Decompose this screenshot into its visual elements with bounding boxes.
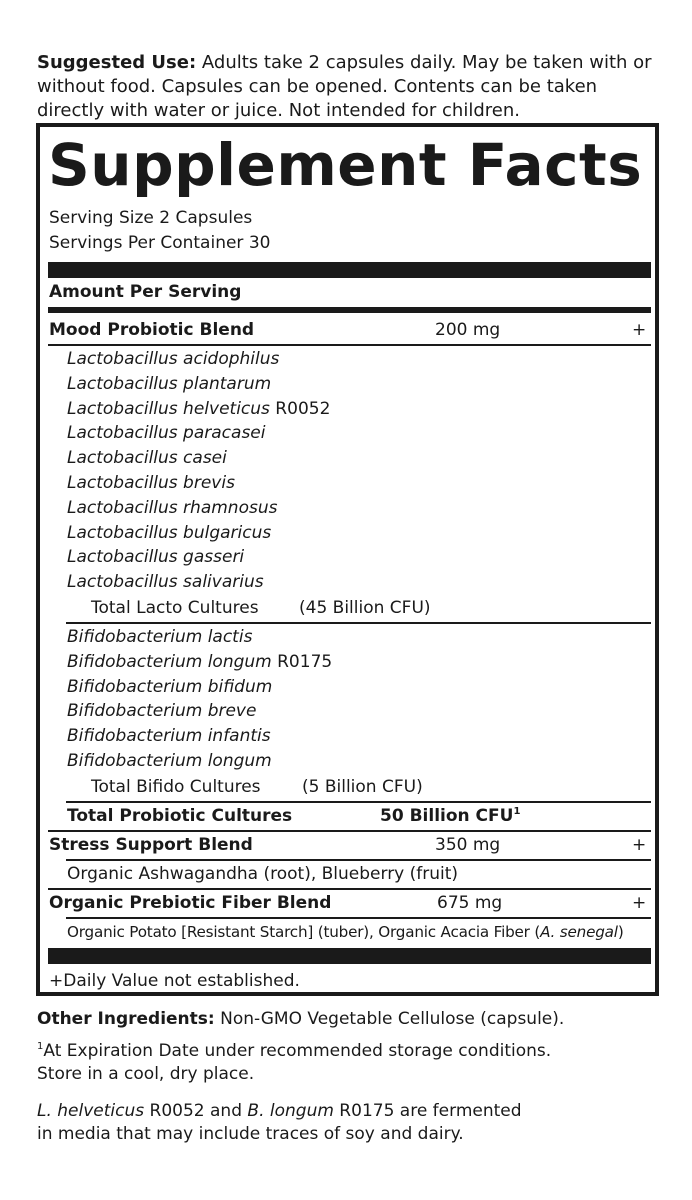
fermentation-note-line2: in media that may include traces of soy and dairy. [37,1124,464,1144]
rule [66,859,651,861]
total-probiotic-amount: 50 Billion CFU$^1$ [380,806,521,826]
stress-blend-name: Stress Support Blend [49,835,253,855]
total-bifido-amount: (5 Billion CFU) [302,777,423,797]
fermentation-note: L. helveticus R0052 and B. longum R0175 are fermented [37,1101,522,1121]
thick-divider [48,948,651,964]
stress-blend-dv: + [632,835,647,855]
species-item: Bifidobacterium longum R0175 [67,651,333,672]
rule [48,888,651,890]
rule [66,801,651,803]
rule [48,344,651,346]
total-probiotic-label: Total Probiotic Cultures [67,806,293,826]
species-item: Lactobacillus salivarius [67,572,264,593]
species-item: Lactobacillus paracasei [67,423,266,444]
mood-blend-name: Mood Probiotic Blend [49,320,255,340]
mood-blend-dv: + [632,320,647,340]
prebiotic-blend-amount: 675 mg [437,893,503,913]
footnote: $^1$At Expiration Date under recommended storage conditions. [37,1041,552,1061]
species-item: Lactobacillus rhamnosus [67,497,278,518]
serving-size: Serving Size 2 Capsules [49,208,253,228]
suggested-use [37,51,667,123]
daily-value-note: +Daily Value not established. [49,971,300,991]
thick-divider [48,262,651,278]
stress-blend-ingredients: Organic Ashwagandha (root), Blueberry (fruit) [67,864,459,884]
panel-title: Supplement Facts [48,131,643,199]
species-item: Bifidobacterium bifidum [67,676,273,697]
species-item: Bifidobacterium infantis [67,726,271,747]
medium-divider [48,307,651,313]
species-item: Lactobacillus acidophilus [67,349,280,369]
prebiotic-blend-name: Organic Prebiotic Fiber Blend [49,893,332,913]
rule [48,830,651,832]
species-item: Bifidobacterium breve [67,701,257,722]
amount-per-serving: Amount Per Serving [49,282,242,302]
prebiotic-blend-ingredients: Organic Potato [Resistant Starch] (tuber), Organic Acacia Fiber (A. senegal) [67,923,624,941]
species-item: Bifidobacterium longum [67,751,272,771]
other-ingredients: Other Ingredients: Non-GMO Vegetable Cellulose (capsule). [37,1009,565,1029]
species-item: Lactobacillus bulgaricus [67,522,272,543]
species-item: Lactobacillus gasseri [67,547,245,568]
footnote-line2: Store in a cool, dry place. [37,1064,255,1084]
total-bifido-label: Total Bifido Cultures [91,777,261,797]
rule [66,917,651,919]
supplement-facts-panel [36,123,659,996]
mood-blend-amount: 200 mg [435,320,501,340]
species-item: Lactobacillus plantarum [67,373,272,394]
species-item: Lactobacillus brevis [67,473,235,493]
species-item: Lactobacillus casei [67,448,227,469]
servings-per-container: Servings Per Container 30 [49,233,271,253]
species-item: Bifidobacterium lactis [67,627,253,647]
total-lacto-label: Total Lacto Cultures [91,598,259,618]
stress-blend-amount: 350 mg [435,835,501,855]
species-item: Lactobacillus helveticus R0052 [67,398,331,419]
rule [66,622,651,624]
suggested-use-text: Adults take 2 capsules daily. May be taken with or without food. Capsules can be opened. Contents can be taken directly with water or juice. Not intended for children. [37,52,652,121]
prebiotic-blend-dv: + [632,893,647,913]
total-lacto-amount: (45 Billion CFU) [299,598,431,618]
suggested-use-label: Suggested Use: [37,52,197,73]
